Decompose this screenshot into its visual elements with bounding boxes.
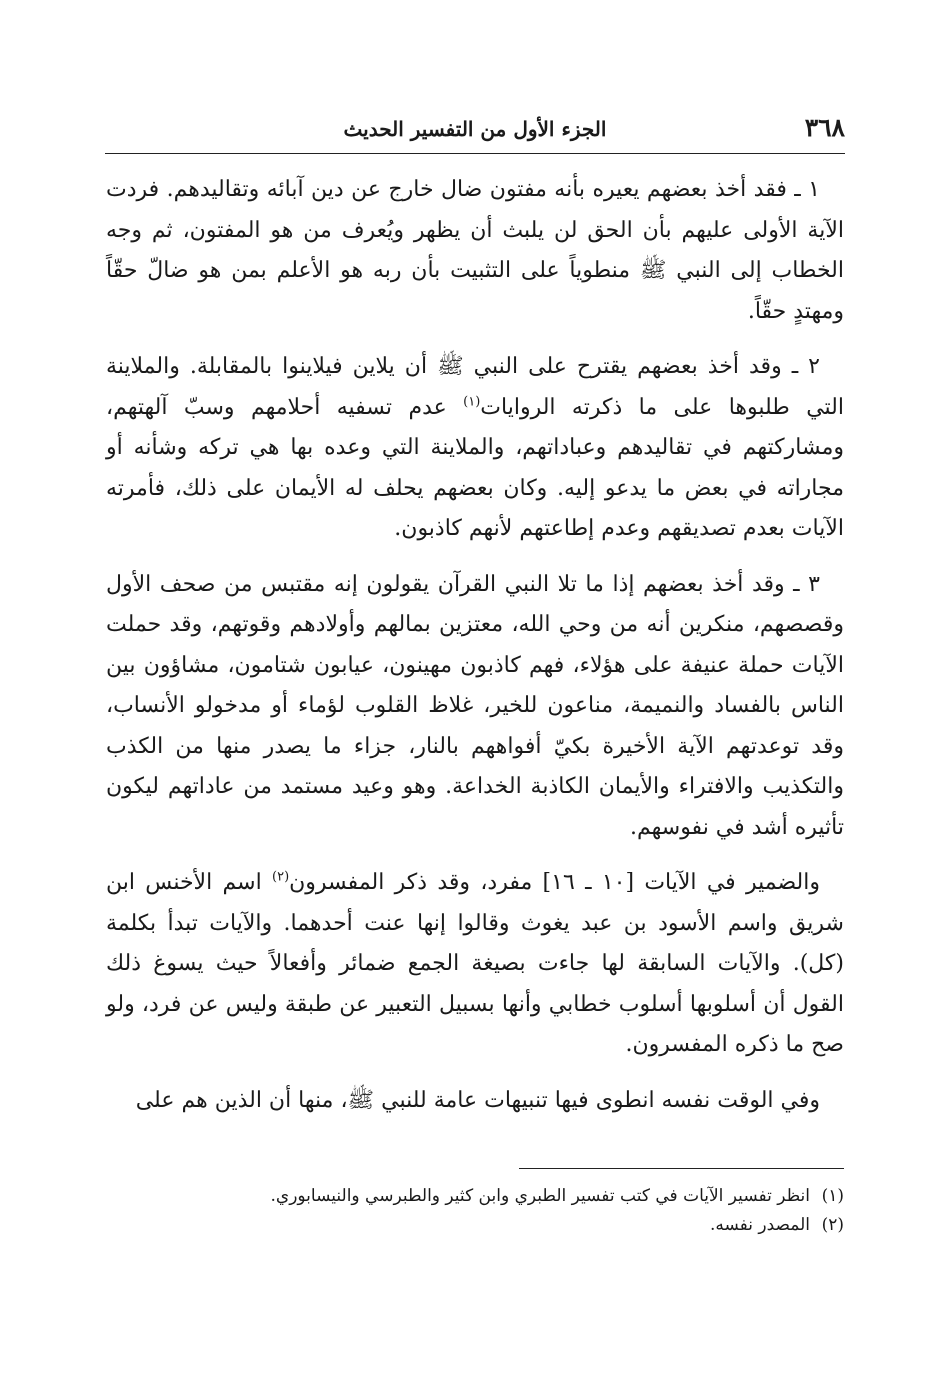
paragraph-2-part-1: ٢ ـ وقد أخذ بعضهم يقترح على النبي ﷺ أن يلاين فيلاينوا بالمقابلة. والملاينة التي طلبوها على ما ذكرته الروايات [106,354,844,420]
paragraph-5: وفي الوقت نفسه انطوى فيها تنبيهات عامة للنبي ﷺ، منها أن الذين هم على [135,1087,820,1113]
footnote-rule [519,1168,844,1169]
footnote-ref-1: (١) [463,394,481,410]
footnote-1-text: انظر تفسير الآيات في كتب تفسير الطبري وابن كثير والطبرسي والنيسابوري. [270,1186,810,1206]
paragraph-4-part-2: اسم الأخنس ابن شريق واسم الأسود بن عبد يغوث وقالوا إنها عنت أحدهما. والآيات تبدأ بكلمة (كل). والآيات السابقة لها جاءت بصيغة الجمع ضمائر وأفعالاً حيث يسوغ ذلك القول أن أسلوبها أسلوب خطابي وأنها بسبيل التعبير عن طبقة وليس عن فرد، ولو صح ما ذكره المفسرون. [106,870,844,1057]
footnote-2 [106,1211,844,1240]
footnotes [106,1182,844,1240]
paragraph-4-part-1: والضمير في الآيات [١٠ ـ ١٦] مفرد، وقد ذكر المفسرون [289,870,820,895]
paragraph-2 [106,347,844,550]
main-text [106,170,844,1121]
header-rule [105,153,845,154]
footnote-ref-2: (٢) [272,869,290,885]
paragraph-1: ١ ـ فقد أخذ بعضهم يعيره بأنه مفتون ضال خارج عن دين آبائه وتقاليدهم. فردت الآية الأولى عليهم بأن الحق لن يلبث أن يظهر ويُعرف من هو المفتون، ثم وجه الخطاب إلى النبي ﷺ منطوياً على التثبيت بأن ربه هو الأعلم بمن هو ضالّ حقّاً ومهتدٍ حقّاً. [106,177,844,324]
running-title: الجزء الأول من التفسير الحديث [343,117,607,141]
footnote-1 [106,1182,844,1211]
page-number: ٣٦٨ [804,113,845,142]
page-header [105,112,845,152]
footnote-2-number: (٢) [821,1215,844,1235]
footnote-1-number: (١) [821,1186,844,1206]
paragraph-2-part-2: عدم تسفيه أحلامهم وسبّ آلهتهم، ومشاركتهم في تقاليدهم وعباداتهم، والملاينة التي وعده بها هي تركه وشأنه أو مجاراته في بعض ما يدعو إليه. وكان بعضهم يحلف له الأيمان على ذلك، فأمرته الآيات بعدم تصديقهم وعدم إطاعتهم لأنهم كاذبون. [106,394,844,541]
paragraph-3: ٣ ـ وقد أخذ بعضهم إذا ما تلا النبي القرآن يقولون إنه مقتبس من صحف الأول وقصصهم، منكرين أنه من وحي الله، معتزين بمالهم وأولادهم وقوتهم، وقد حملت الآيات حملة عنيفة على هؤلاء، فهم كاذبون مهينون، عيابون شتامون، مشاؤون بين الناس بالفساد والنميمة، مناعون للخير، غلاظ القلوب لؤماء أو مدخولو الأنساب، وقد توعدتهم الآية الأخيرة بكيّ أفواههم بالنار، جزاء ما يصدر منها من الكذب والتكذيب والافتراء والأيمان الكاذبة الخداعة. وهو وعيد مستمد من عاداتهم ليكون تأثيره أشد في نفوسهم. [106,571,844,840]
paragraph-4 [106,863,844,1066]
footnote-2-text: المصدر نفسه. [709,1215,810,1235]
